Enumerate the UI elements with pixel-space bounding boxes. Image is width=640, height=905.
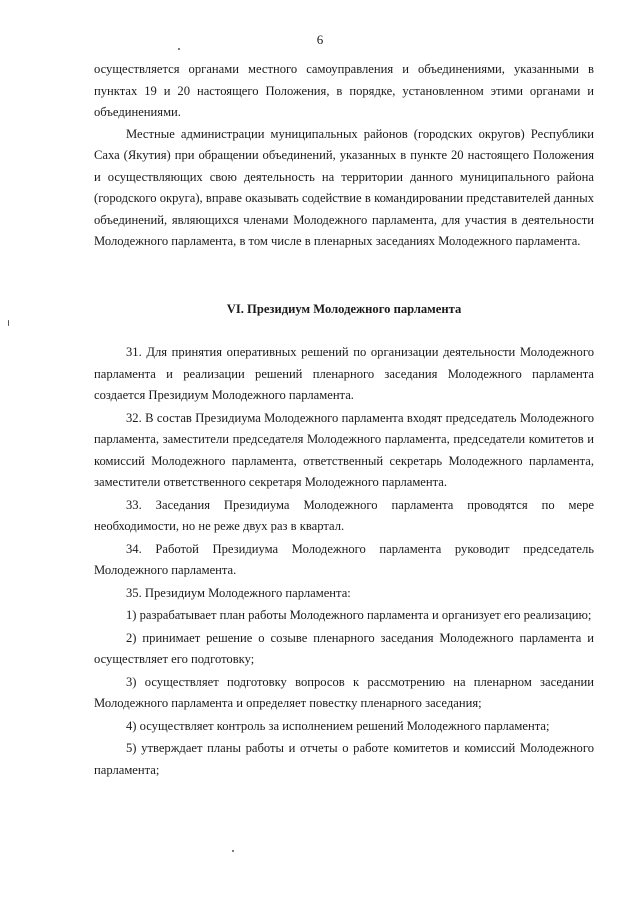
- administrations-paragraph: Местные администрации муниципальных районов (городских округов) Республики Саха (Якутия) при обращении объединений, указанных в пункте 20 настоящего Положения и осуществляющих свою деятельность на территории данного муниципального района (городского округа), вправе оказывать содействие в командировании представителей данных объединений, являющихся членами Молодежного парламента, для участия в деятельности Молодежного парламента, в том числе в пленарных заседаниях Молодежного парламента.: [94, 126, 594, 248]
- clause-35-item-5: 5) утверждает планы работы и отчеты о работе комитетов и комиссий Молодежного парламента;: [94, 741, 594, 777]
- scan-speck: [232, 850, 234, 852]
- clause-35-item-3: 3) осуществляет подготовку вопросов к рассмотрению на пленарном заседании Молодежного парламента и определяет повестку пленарного заседания;: [94, 674, 594, 710]
- clause-32: 32. В состав Президиума Молодежного парламента входят председатель Молодежного парламента, заместители председателя Молодежного парламента, председатели комитетов и комиссий Молодежного парламента, ответственный секретарь Молодежного парламента, заместители ответственного секретаря Молодежного парламента.: [94, 410, 594, 489]
- scan-speck: [178, 48, 180, 50]
- intro-text: [94, 59, 594, 253]
- page-number: 6: [316, 32, 324, 47]
- clause-33: 33. Заседания Президиума Молодежного парламента проводятся по мере необходимости, но не реже двух раз в квартал.: [94, 497, 594, 533]
- clause-35-item-4: 4) осуществляет контроль за исполнением решений Молодежного парламента;: [126, 718, 550, 733]
- clause-35-item-1: 1) разрабатывает план работы Молодежного парламента и организует его реализацию;: [126, 608, 592, 622]
- scan-speck: [8, 320, 9, 326]
- clause-34: 34. Работой Президиума Молодежного парламента руководит председатель Молодежного парламента.: [94, 541, 594, 577]
- section-body: [94, 342, 594, 781]
- continuation-paragraph: осуществляется органами местного самоуправления и объединениями, указанными в пунктах 19 и 20 настоящего Положения, в порядке, установленном этими органами и объединениями.: [94, 62, 594, 119]
- section-heading: VI. Президиум Молодежного парламента: [226, 302, 462, 316]
- clause-35: 35. Президиум Молодежного парламента:: [126, 585, 351, 600]
- clause-35-item-2: 2) принимает решение о созыве пленарного заседания Молодежного парламента и осуществляет его подготовку;: [94, 630, 594, 666]
- clause-31: 31. Для принятия оперативных решений по организации деятельности Молодежного парламента и реализации решений пленарного заседания Молодежного парламента создается Президиум Молодежного парламента.: [94, 345, 594, 402]
